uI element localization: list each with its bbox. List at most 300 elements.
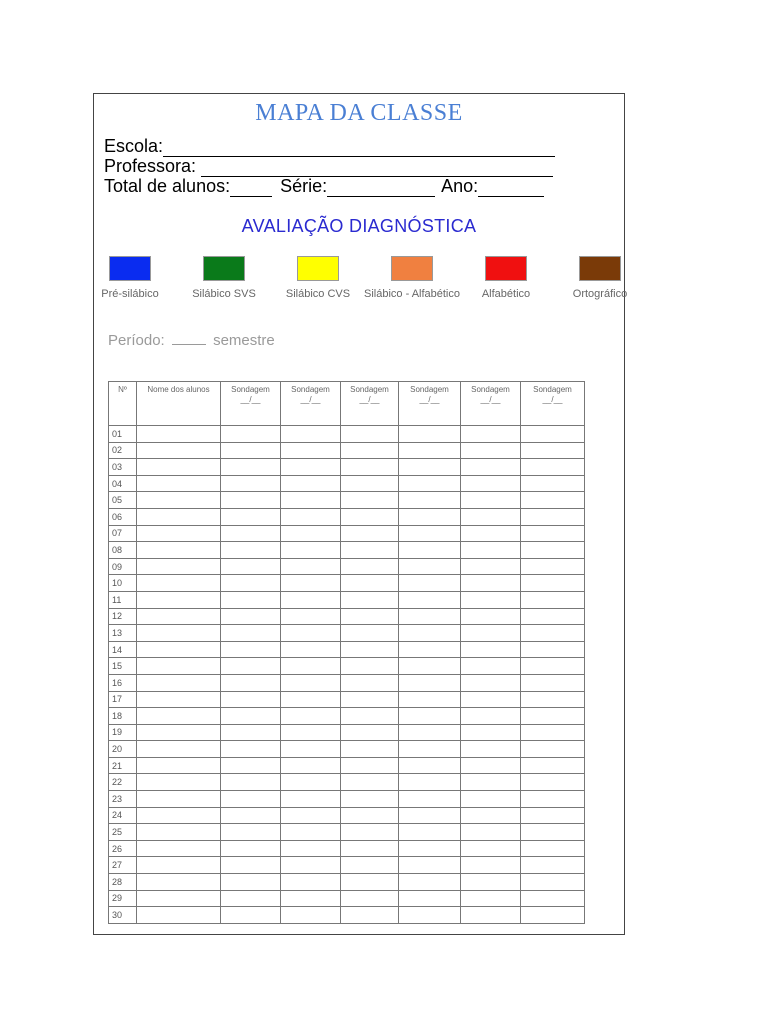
sondagem-cell[interactable] [281,708,341,725]
table-row [109,791,585,808]
student-name-cell[interactable] [137,625,221,642]
sondagem-cell[interactable] [521,907,585,924]
sondagem-cell[interactable] [399,840,461,857]
sondagem-cell[interactable] [341,558,399,575]
sondagem-cell[interactable] [399,492,461,509]
class-map-sheet [93,93,628,935]
sondagem-cell[interactable] [399,708,461,725]
sondagem-cell[interactable] [341,492,399,509]
sondagem-cell[interactable] [521,558,585,575]
sondagem-cell[interactable] [221,791,281,808]
table-row [109,542,585,559]
sondagem-cell[interactable] [221,724,281,741]
student-name-cell[interactable] [137,791,221,808]
sondagem-cell[interactable] [399,641,461,658]
sondagem-cell[interactable] [461,741,521,758]
table-row [109,907,585,924]
sondagem-cell[interactable] [521,724,585,741]
header-number [109,382,137,426]
sondagem-cell[interactable] [341,475,399,492]
sondagem-cell[interactable] [281,774,341,791]
sondagem-cell[interactable] [221,525,281,542]
row-number: 15 [109,658,137,675]
sondagem-cell[interactable] [281,724,341,741]
sondagem-cell[interactable] [461,525,521,542]
sondagem-cell[interactable] [281,426,341,443]
sondagem-cell[interactable] [281,525,341,542]
table-row [109,641,585,658]
sondagem-cell[interactable] [341,625,399,642]
sondagem-cell[interactable] [221,608,281,625]
sondagem-cell[interactable] [281,625,341,642]
row-number: 11 [109,591,137,608]
sondagem-cell[interactable] [341,857,399,874]
professora-row [104,156,553,177]
student-name-cell[interactable] [137,874,221,891]
sondagem-cell[interactable] [399,807,461,824]
sondagem-cell[interactable] [461,575,521,592]
header-sondagem [399,382,461,426]
period-field[interactable] [172,332,206,345]
sondagem-cell[interactable] [281,591,341,608]
header-sondagem [281,382,341,426]
sondagem-cell[interactable] [399,691,461,708]
sondagem-cell[interactable] [461,459,521,476]
table-row [109,741,585,758]
sondagem-cell[interactable] [399,874,461,891]
sondagem-cell[interactable] [461,558,521,575]
escola-label: Escola: [104,136,164,156]
sondagem-cell[interactable] [461,774,521,791]
sondagem-cell[interactable] [461,724,521,741]
sondagem-cell[interactable] [521,691,585,708]
header-label: Sondagem [350,385,389,394]
sondagem-cell[interactable] [221,824,281,841]
professora-field[interactable] [201,160,553,177]
table-row [109,840,585,857]
sondagem-cell[interactable] [521,575,585,592]
sondagem-cell[interactable] [461,608,521,625]
sondagem-cell[interactable] [521,426,585,443]
table-body [109,426,585,924]
student-name-cell[interactable] [137,691,221,708]
row-number: 22 [109,774,137,791]
student-name-cell[interactable] [137,475,221,492]
student-name-cell[interactable] [137,824,221,841]
sondagem-cell[interactable] [521,757,585,774]
sondagem-cell[interactable] [221,774,281,791]
sondagem-cell[interactable] [221,874,281,891]
sondagem-cell[interactable] [521,442,585,459]
sondagem-cell[interactable] [399,724,461,741]
table-row [109,442,585,459]
sondagem-cell[interactable] [341,658,399,675]
sondagem-cell[interactable] [221,591,281,608]
legend-item [82,256,178,301]
sondagem-cell[interactable] [341,442,399,459]
sondagem-cell[interactable] [341,459,399,476]
sondagem-cell[interactable] [521,807,585,824]
sondagem-cell[interactable] [281,824,341,841]
sondagem-cell[interactable] [521,625,585,642]
total-label: Total de alunos: [104,176,231,196]
row-number: 14 [109,641,137,658]
student-name-cell[interactable] [137,459,221,476]
sondagem-cell[interactable] [341,741,399,758]
row-number: 17 [109,691,137,708]
sondagem-cell[interactable] [521,791,585,808]
sondagem-cell[interactable] [341,724,399,741]
sondagem-cell[interactable] [461,426,521,443]
sondagem-cell[interactable] [399,741,461,758]
sondagem-cell[interactable] [221,575,281,592]
header-date-blank: __/__ [300,395,321,404]
sondagem-cell[interactable] [399,674,461,691]
table-row [109,890,585,907]
sondagem-cell[interactable] [281,874,341,891]
sondagem-cell[interactable] [221,558,281,575]
sondagem-cell[interactable] [221,492,281,509]
sondagem-cell[interactable] [221,840,281,857]
legend-label: Alfabético [481,288,531,300]
table-row [109,874,585,891]
row-number: 27 [109,857,137,874]
students-table [108,381,585,924]
sondagem-cell[interactable] [341,907,399,924]
sondagem-cell[interactable] [221,691,281,708]
sondagem-cell[interactable] [399,525,461,542]
table-row [109,591,585,608]
row-number: 30 [109,907,137,924]
sondagem-cell[interactable] [281,641,341,658]
row-number: 16 [109,674,137,691]
sondagem-cell[interactable] [341,824,399,841]
student-name-cell[interactable] [137,857,221,874]
table-row [109,508,585,525]
sondagem-cell[interactable] [461,591,521,608]
sondagem-cell[interactable] [221,807,281,824]
sondagem-cell[interactable] [521,542,585,559]
sondagem-cell[interactable] [399,857,461,874]
sondagem-cell[interactable] [281,741,341,758]
student-name-cell[interactable] [137,658,221,675]
serie-field[interactable] [327,180,435,197]
sondagem-cell[interactable] [281,691,341,708]
table-row [109,625,585,642]
sondagem-cell[interactable] [521,459,585,476]
sondagem-cell[interactable] [281,542,341,559]
sondagem-cell[interactable] [221,625,281,642]
sondagem-cell[interactable] [399,475,461,492]
sondagem-cell[interactable] [341,508,399,525]
sondagem-cell[interactable] [461,641,521,658]
sondagem-cell[interactable] [521,508,585,525]
legend-item [364,256,460,301]
student-name-cell[interactable] [137,492,221,509]
student-name-cell[interactable] [137,525,221,542]
sondagem-cell[interactable] [221,907,281,924]
sondagem-cell[interactable] [341,426,399,443]
sondagem-cell[interactable] [521,525,585,542]
sondagem-cell[interactable] [521,591,585,608]
table-row [109,774,585,791]
sondagem-cell[interactable] [461,625,521,642]
sondagem-cell[interactable] [341,840,399,857]
table-row [109,426,585,443]
table-row [109,525,585,542]
student-name-cell[interactable] [137,708,221,725]
row-number: 03 [109,459,137,476]
header-date-blank: __/__ [419,395,440,404]
sondagem-cell[interactable] [399,575,461,592]
sondagem-cell[interactable] [461,658,521,675]
sondagem-cell[interactable] [461,442,521,459]
sondagem-cell[interactable] [521,708,585,725]
student-name-cell[interactable] [137,907,221,924]
sondagem-cell[interactable] [461,475,521,492]
student-name-cell[interactable] [137,774,221,791]
sondagem-cell[interactable] [281,558,341,575]
sondagem-cell[interactable] [399,558,461,575]
sondagem-cell[interactable] [221,674,281,691]
sondagem-cell[interactable] [281,608,341,625]
student-name-cell[interactable] [137,442,221,459]
sondagem-cell[interactable] [399,508,461,525]
sondagem-cell[interactable] [281,757,341,774]
sondagem-cell[interactable] [221,508,281,525]
sondagem-cell[interactable] [461,674,521,691]
row-number: 23 [109,791,137,808]
row-number: 29 [109,890,137,907]
sondagem-cell[interactable] [461,857,521,874]
sondagem-cell[interactable] [221,890,281,907]
sondagem-cell[interactable] [341,774,399,791]
professora-label: Professora: [104,156,197,176]
sondagem-cell[interactable] [281,492,341,509]
sondagem-cell[interactable] [521,857,585,874]
header-date-blank: __/__ [480,395,501,404]
sondagem-cell[interactable] [461,757,521,774]
sondagem-cell[interactable] [461,840,521,857]
total-field[interactable] [230,180,272,197]
sondagem-cell[interactable] [281,857,341,874]
sondagem-cell[interactable] [461,492,521,509]
sondagem-cell[interactable] [521,641,585,658]
sondagem-cell[interactable] [461,824,521,841]
header-sondagem [461,382,521,426]
sondagem-cell[interactable] [221,542,281,559]
table-row [109,708,585,725]
sondagem-cell[interactable] [221,459,281,476]
header-label: Sondagem [410,385,449,394]
sondagem-cell[interactable] [281,475,341,492]
legend-swatch [109,256,151,281]
sondagem-cell[interactable] [221,708,281,725]
sondagem-cell[interactable] [521,824,585,841]
sondagem-cell[interactable] [341,591,399,608]
header-label: Sondagem [533,385,572,394]
student-name-cell[interactable] [137,741,221,758]
table-row [109,459,585,476]
sondagem-cell[interactable] [281,508,341,525]
period-suffix: semestre [213,332,275,349]
sondagem-cell[interactable] [281,575,341,592]
sondagem-cell[interactable] [399,791,461,808]
sondagem-cell[interactable] [521,475,585,492]
sondagem-cell[interactable] [281,658,341,675]
sondagem-cell[interactable] [521,890,585,907]
legend-swatch [391,256,433,281]
sondagem-cell[interactable] [221,741,281,758]
sondagem-cell[interactable] [341,575,399,592]
student-name-cell[interactable] [137,724,221,741]
student-name-cell[interactable] [137,558,221,575]
sondagem-cell[interactable] [399,824,461,841]
sondagem-cell[interactable] [521,741,585,758]
sondagem-cell[interactable] [399,890,461,907]
header-date-blank: __/__ [542,395,563,404]
row-number: 13 [109,625,137,642]
sondagem-cell[interactable] [341,757,399,774]
sondagem-cell[interactable] [281,840,341,857]
sondagem-cell[interactable] [341,708,399,725]
sondagem-cell[interactable] [521,658,585,675]
student-name-cell[interactable] [137,591,221,608]
sondagem-cell[interactable] [399,608,461,625]
sondagem-cell[interactable] [281,674,341,691]
student-name-cell[interactable] [137,757,221,774]
sondagem-cell[interactable] [461,791,521,808]
sondagem-cell[interactable] [521,774,585,791]
sondagem-cell[interactable] [221,426,281,443]
sondagem-cell[interactable] [341,641,399,658]
sondagem-cell[interactable] [281,907,341,924]
row-number: 02 [109,442,137,459]
student-name-cell[interactable] [137,608,221,625]
sondagem-cell[interactable] [281,442,341,459]
row-number: 28 [109,874,137,891]
sondagem-cell[interactable] [341,608,399,625]
sondagem-cell[interactable] [281,791,341,808]
student-name-cell[interactable] [137,840,221,857]
sondagem-cell[interactable] [461,874,521,891]
row-number: 26 [109,840,137,857]
color-legend [94,256,626,326]
sondagem-cell[interactable] [341,890,399,907]
sondagem-cell[interactable] [461,691,521,708]
row-number: 01 [109,426,137,443]
legend-label: Silábico SVS [192,288,256,300]
sondagem-cell[interactable] [341,542,399,559]
student-name-cell[interactable] [137,426,221,443]
sondagem-cell[interactable] [341,674,399,691]
sondagem-cell[interactable] [461,807,521,824]
sondagem-cell[interactable] [521,874,585,891]
table-row [109,575,585,592]
sondagem-cell[interactable] [221,641,281,658]
student-name-cell[interactable] [137,807,221,824]
sondagem-cell[interactable] [399,658,461,675]
header-sondagem [221,382,281,426]
sondagem-cell[interactable] [461,542,521,559]
serie-label: Série: [280,176,328,196]
sondagem-cell[interactable] [521,840,585,857]
sondagem-cell[interactable] [461,508,521,525]
sondagem-cell[interactable] [399,542,461,559]
table-row [109,658,585,675]
page-title: MAPA DA CLASSE [255,100,463,126]
row-number: 19 [109,724,137,741]
sondagem-cell[interactable] [221,757,281,774]
sondagem-cell[interactable] [521,492,585,509]
student-name-cell[interactable] [137,674,221,691]
legend-swatch [579,256,621,281]
student-name-cell[interactable] [137,542,221,559]
header-sondagem [341,382,399,426]
table-row [109,857,585,874]
row-number: 20 [109,741,137,758]
sondagem-cell[interactable] [341,807,399,824]
student-name-cell[interactable] [137,508,221,525]
sondagem-cell[interactable] [221,857,281,874]
escola-field[interactable] [163,140,555,157]
row-number: 09 [109,558,137,575]
sondagem-cell[interactable] [399,774,461,791]
ano-field[interactable] [478,180,544,197]
sondagem-cell[interactable] [341,525,399,542]
legend-item [552,256,648,301]
sondagem-cell[interactable] [281,807,341,824]
sondagem-cell[interactable] [521,608,585,625]
table-row [109,674,585,691]
header-label: Sondagem [471,385,510,394]
sondagem-cell[interactable] [399,591,461,608]
header-label: Sondagem [231,385,270,394]
student-name-cell[interactable] [137,641,221,658]
sondagem-cell[interactable] [399,442,461,459]
legend-item [458,256,554,301]
sondagem-cell[interactable] [341,691,399,708]
sondagem-cell[interactable] [341,874,399,891]
sondagem-cell[interactable] [399,757,461,774]
ano-label: Ano: [441,176,479,196]
student-name-cell[interactable] [137,575,221,592]
sondagem-cell[interactable] [221,442,281,459]
sondagem-cell[interactable] [281,890,341,907]
sondagem-cell[interactable] [461,890,521,907]
sondagem-cell[interactable] [461,708,521,725]
sondagem-cell[interactable] [521,674,585,691]
sondagem-cell[interactable] [399,907,461,924]
legend-swatch [297,256,339,281]
header-label: Nº [118,385,127,394]
sondagem-cell[interactable] [221,658,281,675]
row-number: 18 [109,708,137,725]
sondagem-cell[interactable] [399,625,461,642]
sondagem-cell[interactable] [221,475,281,492]
sondagem-cell[interactable] [399,426,461,443]
section-subtitle: AVALIAÇÃO DIAGNÓSTICA [241,216,477,236]
row-number: 05 [109,492,137,509]
row-number: 24 [109,807,137,824]
student-name-cell[interactable] [137,890,221,907]
table-row [109,558,585,575]
sondagem-cell[interactable] [281,459,341,476]
sondagem-cell[interactable] [461,907,521,924]
sondagem-cell[interactable] [341,791,399,808]
row-number: 08 [109,542,137,559]
sondagem-cell[interactable] [399,459,461,476]
